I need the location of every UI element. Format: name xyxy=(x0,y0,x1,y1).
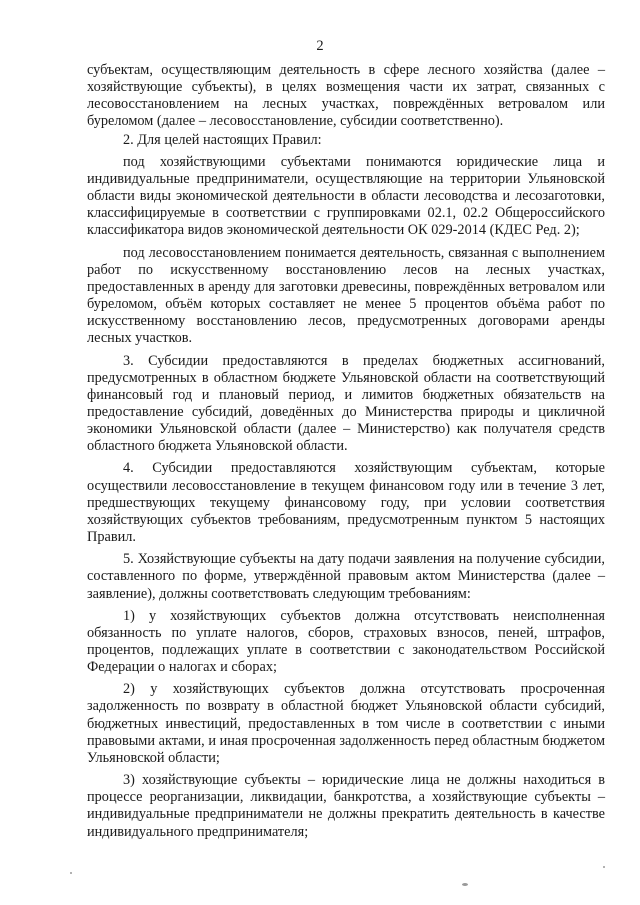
paragraph-continuation: субъектам, осуществляющим деятельность в сфере лесного хозяйства (далее – хозяйствующие субъекты), в целях возмещения части их затрат, связанных с лесовосстановлением на лесных участках, повреждённых ветровалом или буреломом (далее – лесовосстановление, субсидии соответственно). xyxy=(87,62,605,130)
paragraph-5-item-2: 2) у хозяйствующих субъектов должна отсутствовать просроченная задолженность по возврату в областной бюджет Ульяновской области субсидий, бюджетных инвестиций, предоставленных в том числе в соответствии с иными правовыми актами, и иная просроченная задолженность перед областным бюджетом Ульяновской области; xyxy=(87,681,605,766)
paragraph-5-item-1: 1) у хозяйствующих субъектов должна отсутствовать неисполненная обязанность по уплате налогов, сборов, страховых взносов, пеней, штрафов, процентов, подлежащих уплате в соответствии с законодательством Российской Федерации о налогах и сборах; xyxy=(87,607,605,676)
document-body xyxy=(87,62,605,841)
paragraph-2-subjects-definition: под хозяйствующими субъектами понимаются юридические лица и индивидуальные предприниматели, осуществляющие на территории Ульяновской области виды экономической деятельности в области лесоводства и лесозаготовки, классифицируемые в соответствии с группировками 02.1, 02.2 Общероссийского классификатора видов экономической деятельности ОК 029-2014 (КДЕС Ред. 2); xyxy=(87,153,605,239)
paragraph-4: 4. Субсидии предоставляются хозяйствующим субъектам, которые осуществили лесовосстановление в текущем финансовом году или в течение 3 лет, предшествующих текущему финансовому году, при условии соответствия хозяйствующих субъектов требованиям, предусмотренным пунктом 5 настоящих Правил. xyxy=(87,460,605,546)
page-number: 2 xyxy=(316,38,324,54)
scan-speck xyxy=(462,883,468,886)
paragraph-2-reforestation-definition: под лесовосстановлением понимается деятельность, связанная с выполнением работ по искусственному восстановлению лесов на лесных участках, предоставленных в аренду для заготовки древесины, повреждённых ветровалом или буреломом, объём которых составляет не менее 5 процентов объёма работ по искусственному восстановлению лесов, предусмотренных договорами аренды лесных участков. xyxy=(87,244,605,347)
paragraph-5: 5. Хозяйствующие субъекты на дату подачи заявления на получение субсидии, составленного по форме, утверждённой правовым актом Министерства (далее – заявление), должны соответствовать следующим требованиям: xyxy=(87,551,605,602)
paragraph-3: 3. Субсидии предоставляются в пределах бюджетных ассигнований, предусмотренных в областном бюджете Ульяновской области на соответствующий финансовый год и плановый период, и лимитов бюджетных обязательств на предоставление субсидий, доведённых до Министерства природы и цикличной экономики Ульяновской области (далее – Министерство) как получателя средств областного бюджета Ульяновской области. xyxy=(87,352,605,455)
scan-speck xyxy=(603,866,605,868)
scan-speck xyxy=(70,872,72,874)
paragraph-2-heading: 2. Для целей настоящих Правил: xyxy=(123,131,322,148)
paragraph-5-item-3: 3) хозяйствующие субъекты – юридические лица не должны находиться в процессе реорганизации, ликвидации, банкротства, а хозяйствующие субъекты – индивидуальные предприниматели не должны прекратить деятельность в качестве индивидуального предпринимателя; xyxy=(87,772,605,840)
